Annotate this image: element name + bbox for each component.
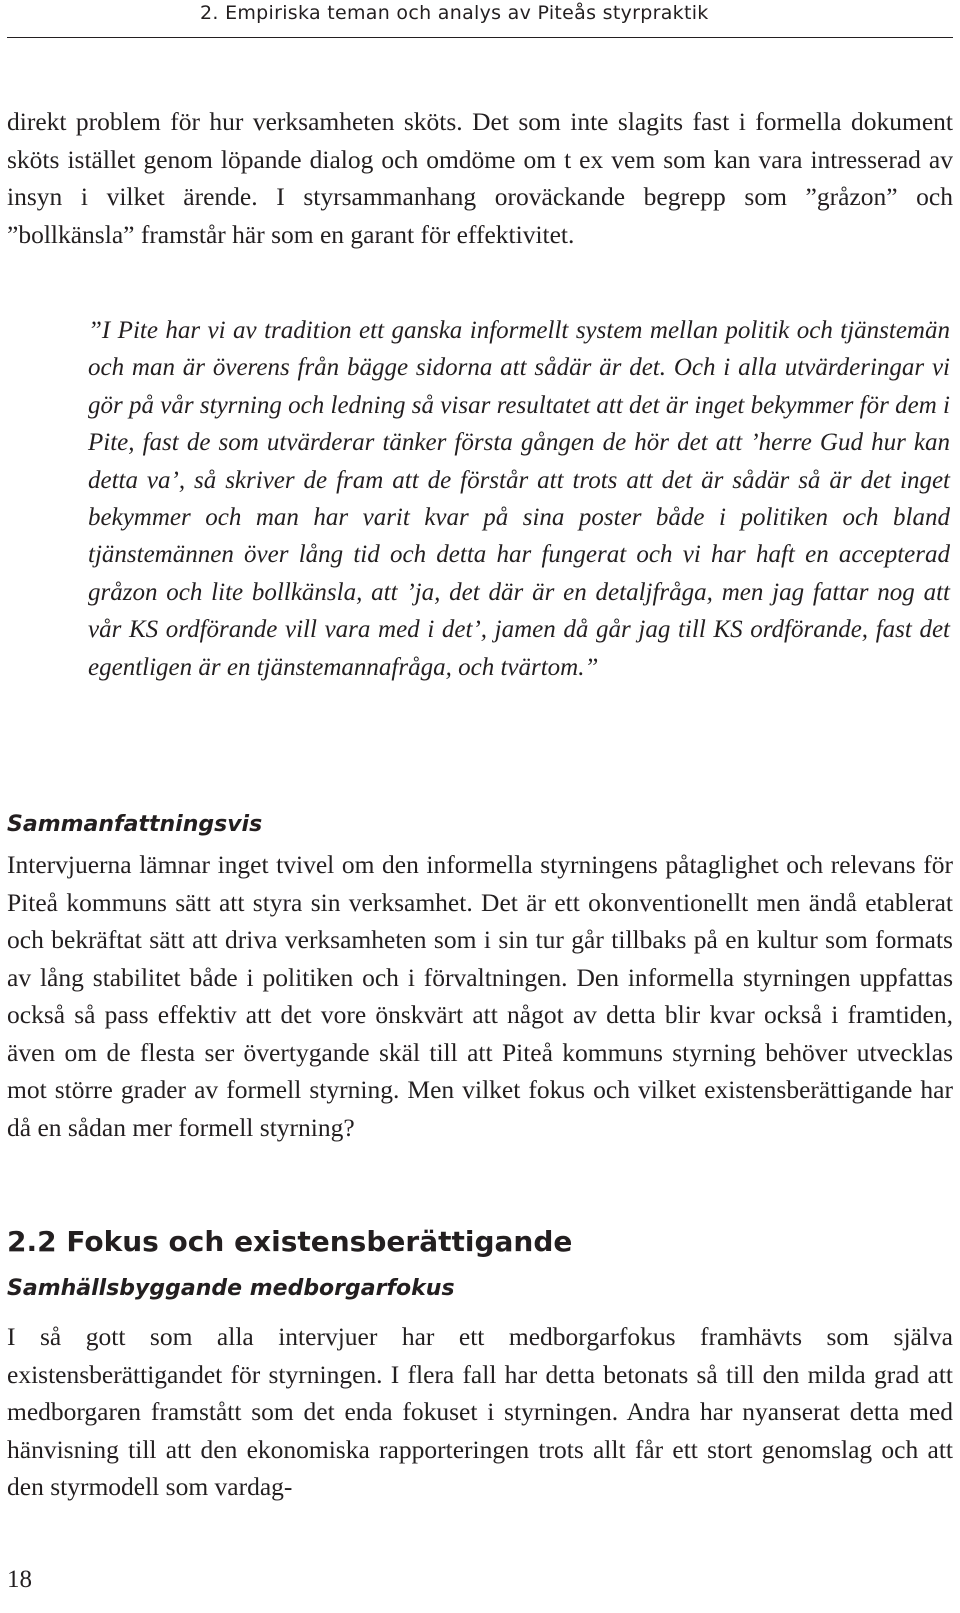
paragraph-citizen-focus: I så gott som alla intervjuer har ett medborgarfokus framhävts som själva existensberättigandet för styrningen. I flera fall har detta betonats så till den milda grad att medborgaren framstått som det enda fokuset i styrningen. Andra har nyanserat detta med hänvisning till att den ekonomiska rapporteringen trots allt får ett stort genomslag och att den styrmodell som vardag-: [7, 1322, 953, 1501]
header-rule: [7, 37, 953, 38]
section-heading: 2.2 Fokus och existensberättigande: [7, 1225, 573, 1258]
paragraph-intro: direkt problem för hur verksamheten sköts. Det som inte slagits fast i formella dokument sköts istället genom löpande dialog och omdöme om t ex vem som kan vara intresserad av insyn i vilket ärende. I styrsammanhang oroväckande begrepp som ”gråzon” och ”bollkänsla” framstår här som en garant för effektivitet.: [7, 107, 953, 249]
paragraph-summary: Intervjuerna lämnar inget tvivel om den informella styrningens påtaglighet och relevans för Piteå kommuns sätt att styra sin verksamhet. Det är ett okonventionellt men ändå etablerat och bekräftat sätt att driva verksamheten som i sin tur går tillbaks på en kultur som formats av lång stabilitet både i politiken och i förvaltningen. Den informella styrningen uppfattas också så pass effektiv att det vore önskvärt att något av detta blir kvar också i framtiden, även om de flesta ser övertygande skäl till att Piteå kommuns styrning behöver utvecklas mot större grader av formell styrning. Men vilket fokus och vilket existensberättigande har då en sådan mer formell styrning?: [7, 850, 953, 1142]
running-header: 2. Empiriska teman och analys av Piteås styrpraktik: [200, 2, 709, 24]
summary-heading: Sammanfattningsvis: [7, 812, 263, 837]
interview-quote: ”I Pite har vi av tradition ett ganska informellt system mellan politik och tjänstemän och man är överens från bägge sidorna att sådär är det. Och i alla utvärderingar vi gör på vår styrning och ledning så visar resultatet att det är inget bekymmer för dem i Pite, fast de som utvärderar tänker första gången de hör det att ’herre Gud hur kan detta va’, så skriver de fram att de förstår att trots att det är sådär så är det inget bekymmer och man har varit kvar på sina poster både i politiken och bland tjänstemännen över lång tid och detta har fungerat och vi har haft en accepterad gråzon och lite bollkänsla, att ’ja, det där är en detaljfråga, men jag fattar nog att vår KS ordförande vill vara med i det’, jamen då går jag till KS ordförande, fast det egentligen är en tjänstemannafråga, och tvärtom.”: [88, 317, 950, 681]
page-number: 18: [7, 1566, 32, 1593]
subsection-heading: Samhällsbyggande medborgarfokus: [7, 1276, 455, 1301]
